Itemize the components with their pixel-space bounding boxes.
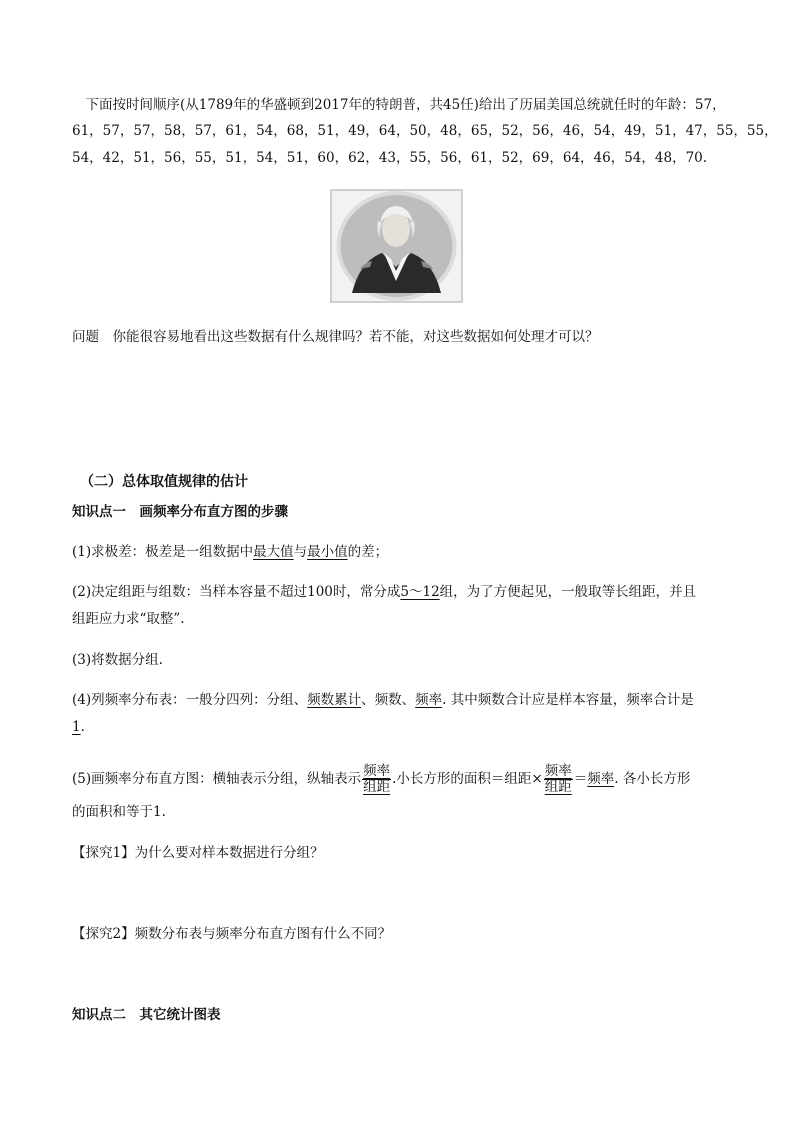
step-1: (1)求极差：极差是一组数据中最大值与最小值的差； [72, 544, 389, 560]
answer-cumulative: 频数累计 [307, 692, 362, 708]
knowledge-point-1-title: 知识点一 画频率分布直方图的步骤 [72, 504, 288, 520]
question-text: 问题 你能很容易地看出这些数据有什么规律吗？若不能，对这些数据如何处理才可以？ [72, 329, 599, 345]
fraction-freq-over-width-1: $\frac{\text{频率}}{\text{组距}}$ [363, 763, 391, 795]
intro-line-3: 54，42，51，56，55，51，54，51，60，62，43，55，56，61，52，69，64，46，54，48，70. [72, 150, 708, 166]
answer-max: 最大值 [253, 544, 294, 560]
step-5-line-1: (5)画频率分布直方图：横轴表示分组，纵轴表示 $\frac{\text{频率}}{\text{组距}}$ .小长方形的面积＝组距× $\frac{\text{频率}}{\text{组距}}$ ＝频率. 各小长方形 [72, 763, 691, 795]
step-2-line-2: 组距应力求“取整”. [72, 611, 185, 627]
step-3: (3)将数据分组. [72, 652, 163, 668]
step-2-line-1: (2)决定组距与组数：当样本容量不超过100时，常分成5～12组，为了方便起见，一般取等长组距，并且 [72, 584, 697, 600]
answer-frequency: 频率 [415, 692, 443, 708]
step-4-line-1: (4)列频率分布表：一般分四列：分组、频数累计、频数、频率. 其中频数合计应是样本容量，频率合计是 [72, 692, 694, 708]
explore-1: 【探究1】为什么要对样本数据进行分组？ [72, 845, 324, 861]
answer-group-count: 5～12 [400, 584, 440, 600]
fraction-freq-over-width-2: $\frac{\text{频率}}{\text{组距}}$ [544, 763, 572, 795]
answer-frequency-2: 频率 [587, 771, 615, 787]
section-title: （二）总体取值规律的估计 [80, 474, 248, 490]
step-4-line-2: 1. [72, 719, 85, 735]
explore-2: 【探究2】频数分布表与频率分布直方图有什么不同？ [72, 926, 392, 942]
intro-line-2: 61，57，57，58，57，61，54，68，51，49，64，50，48，65，52，56，46，54，49，51，47，55，55， [72, 123, 778, 139]
intro-line-1: 下面按时间顺序(从1789年的华盛顿到2017年的特朗普，共45任)给出了历届美国总统就任时的年龄：57， [72, 97, 726, 113]
step-5-line-2: 的面积和等于1. [72, 804, 166, 820]
answer-total: 1 [72, 719, 81, 735]
knowledge-point-2-title: 知识点二 其它统计图表 [72, 1007, 221, 1023]
washington-portrait-image [330, 189, 463, 303]
answer-min: 最小值 [307, 544, 348, 560]
